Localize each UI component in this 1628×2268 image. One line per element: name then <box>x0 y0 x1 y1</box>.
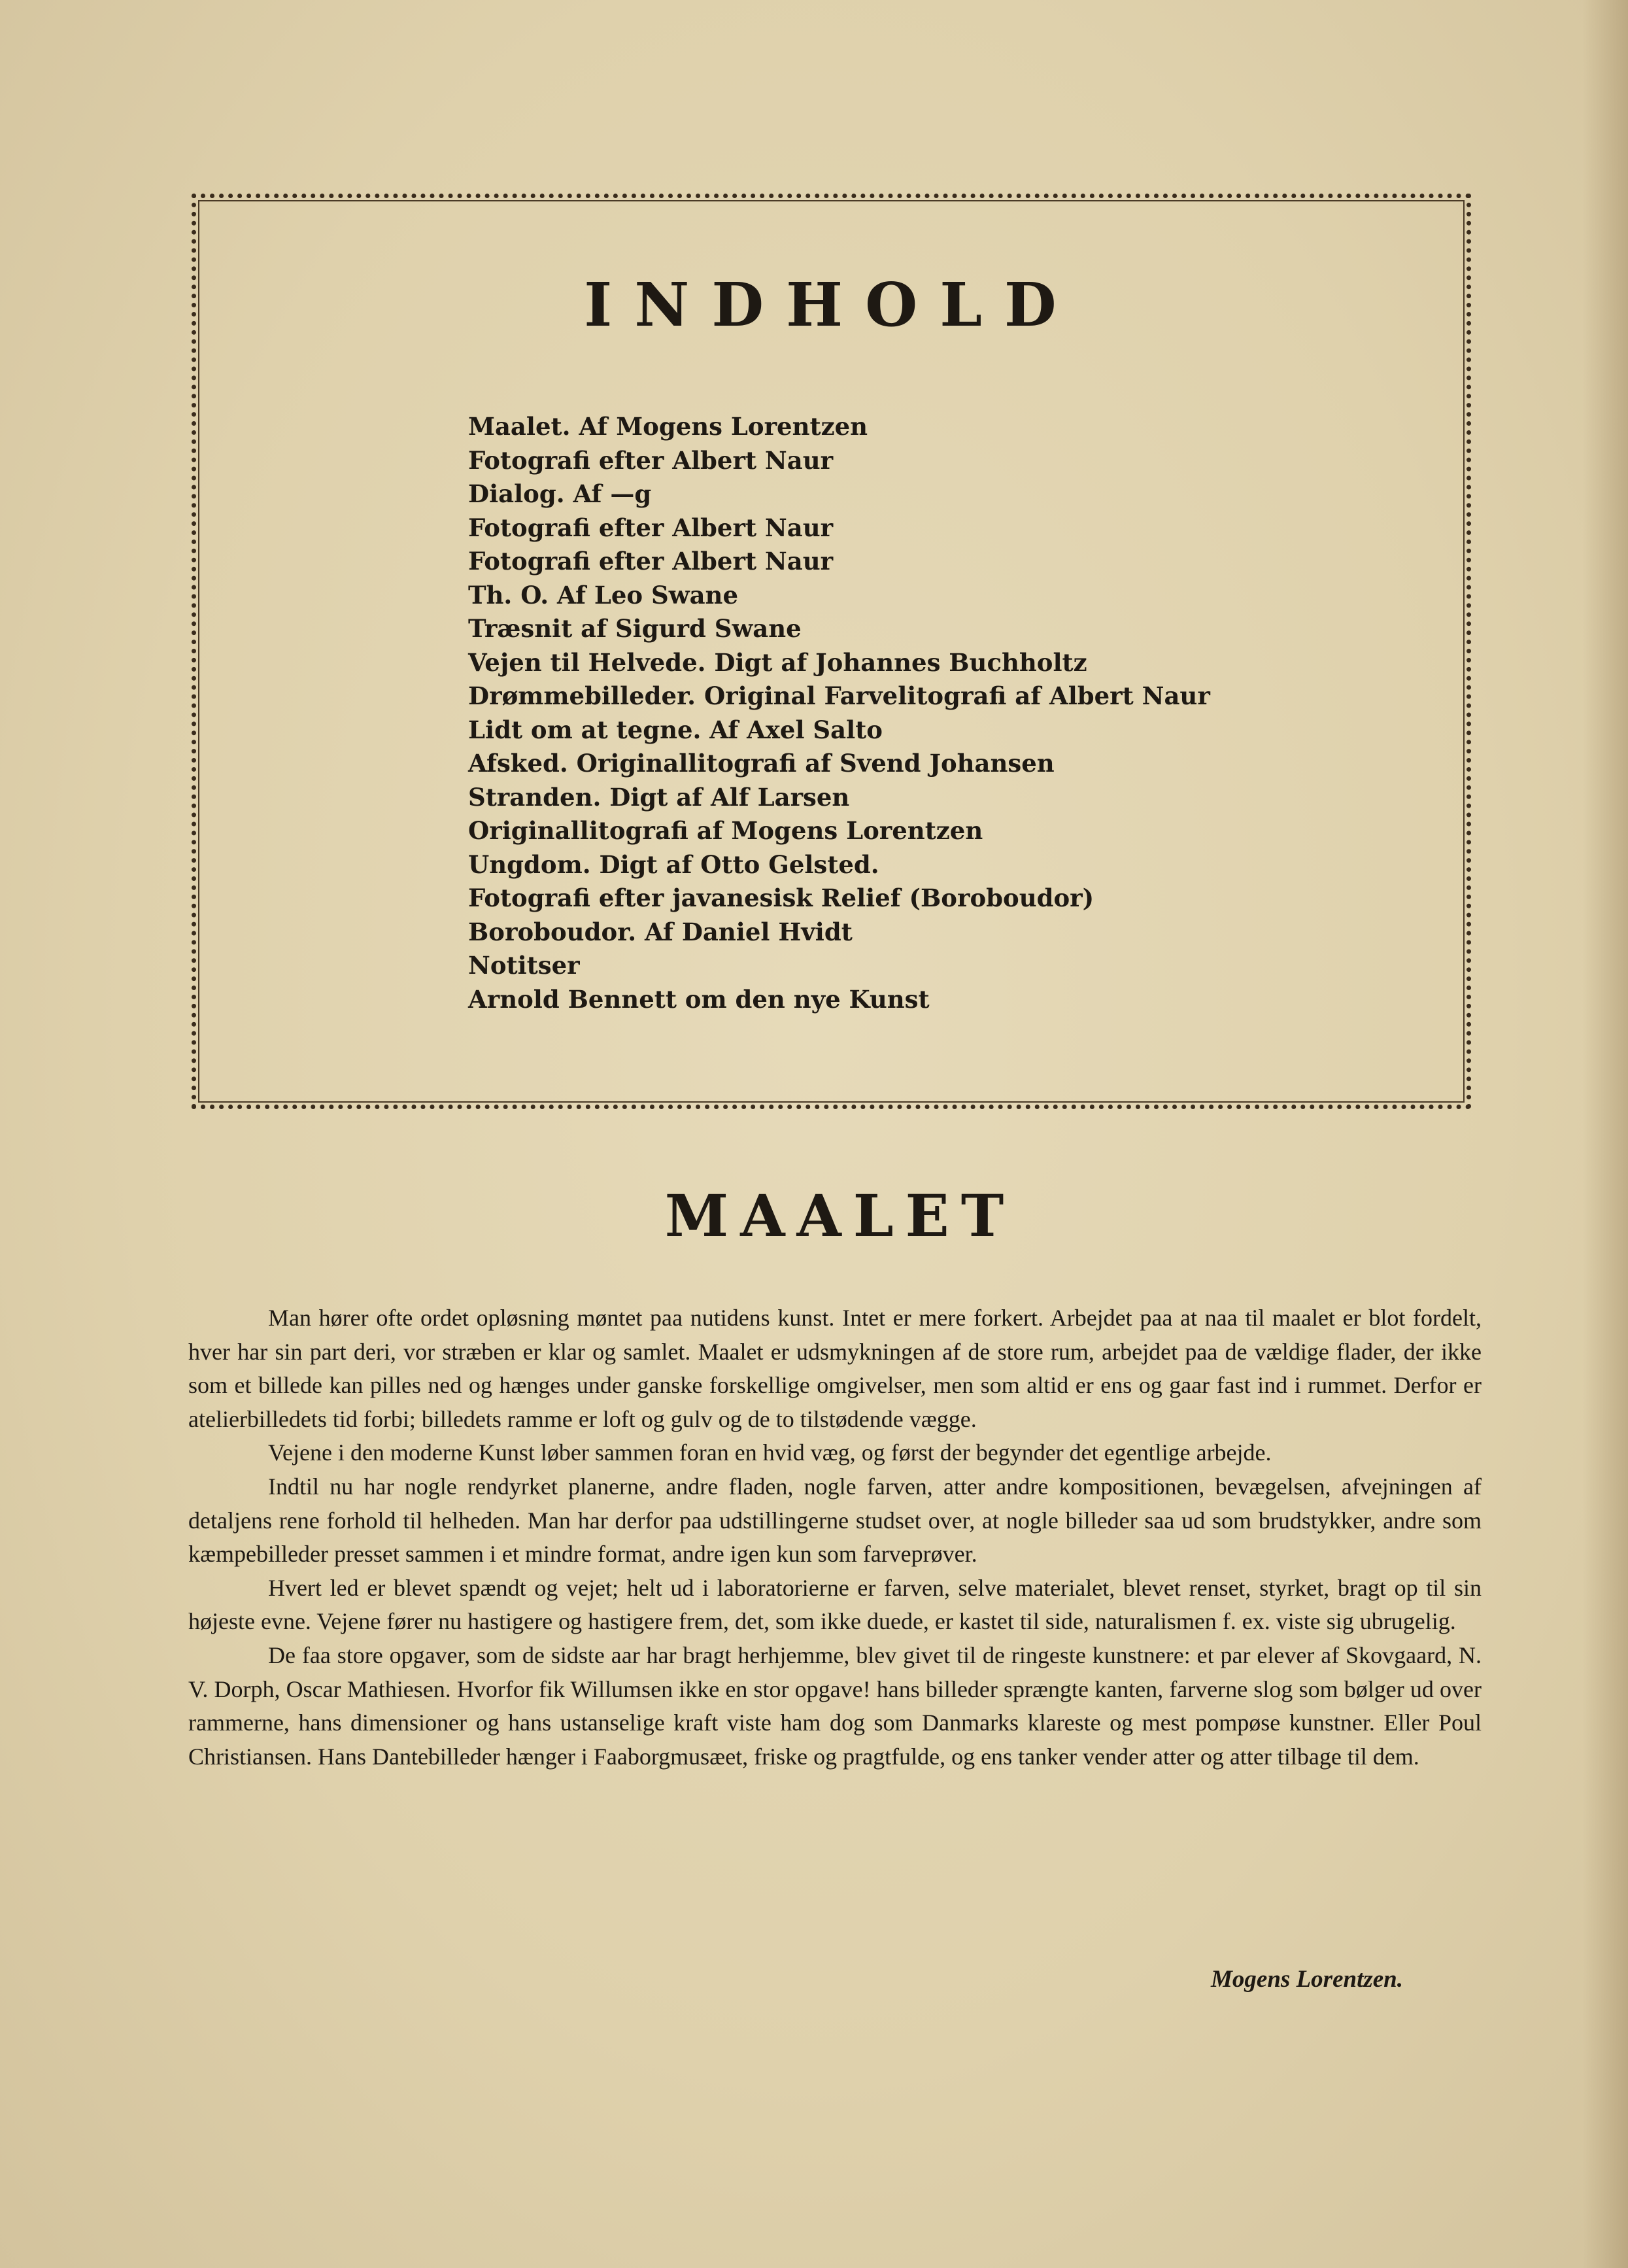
article-title: MAALET <box>664 1182 1016 1250</box>
author-signature: Mogens Lorentzen. <box>1211 1966 1403 1993</box>
article-paragraph: Indtil nu har nogle rendyrket planerne, andre fladen, nogle farven, atter andre kompositionen, bevægelsen, afvejningen af detaljens rene forhold til helheden. Man har derfor paa udstillingerne studset over, at nogle billeder saa ud som brudstykker, andre som kæmpebilleder presset sammen i et mindre format, andre igen kun som farveprøver. <box>188 1473 1482 1568</box>
article-paragraph: Vejene i den moderne Kunst løber sammen foran en hvid væg, og først der begynder det egentlige arbejde. <box>268 1439 1272 1466</box>
toc-item: Lidt om at tegne. Af Axel Salto <box>468 715 883 744</box>
toc-title: INDHOLD <box>584 269 1079 340</box>
toc-item: Træsnit af Sigurd Swane <box>468 614 802 643</box>
page-edge-shadow <box>1582 0 1628 2268</box>
toc-item: Fotografi efter javanesisk Relief (Boroboudor) <box>468 884 1094 912</box>
toc-item: Fotografi efter Albert Naur <box>468 445 834 475</box>
article-body <box>188 1301 1482 1774</box>
toc-item: Maalet. Af Mogens Lorentzen <box>468 412 868 441</box>
toc-item: Notitser <box>468 951 580 980</box>
article-paragraph: Hvert led er blevet spændt og vejet; helt ud i laboratorierne er farven, selve materialet, blevet renset, styrket, bragt op til sin højeste evne. Vejene fører nu hastigere og hastigere frem, det, som ikke duede, er kastet til side, naturalismen f. ex. viste sig ubrugelig. <box>188 1574 1482 1635</box>
toc-item: Ungdom. Digt af Otto Gelsted. <box>468 850 879 879</box>
toc-item: Dialog. Af —g <box>468 479 652 508</box>
article-paragraph: De faa store opgaver, som de sidste aar har bragt herhjemme, blev givet til de ringeste kunstnere: et par elever af Skovgaard, N. V. Dorph, Oscar Mathiesen. Hvorfor fik Willumsen ikke en stor opgave! hans billeder sprængte kanten, farverne slog som bølger ud over rammerne, hans dimensioner og hans ustanselige kraft viste ham dog som Danmarks klareste og mest pompøse kunstner. Eller Poul Christiansen. Hans Dantebilleder hænger i Faaborgmusæet, friske og pragtfulde, og ens tanker vender atter og atter tilbage til dem. <box>188 1641 1482 1770</box>
toc-item: Vejen til Helvede. Digt af Johannes Buchholtz <box>468 647 1087 677</box>
toc-item: Originallitografi af Mogens Lorentzen <box>468 816 983 845</box>
toc-item: Stranden. Digt af Alf Larsen <box>468 782 850 812</box>
toc-item: Arnold Bennett om den nye Kunst <box>468 984 930 1014</box>
toc-item: Th. O. Af Leo Swane <box>468 580 738 610</box>
toc-item: Fotografi efter Albert Naur <box>468 513 834 542</box>
toc-item: Boroboudor. Af Daniel Hvidt <box>468 917 853 946</box>
toc-item: Afsked. Originallitografi af Svend Johansen <box>468 749 1055 778</box>
article-paragraph: Man hører ofte ordet opløsning møntet paa nutidens kunst. Intet er mere forkert. Arbejdet paa at naa til maalet er blot fordelt, hver har sin part deri, vor stræben er klar og samlet. Maalet er udsmykningen af de store rum, arbejdet paa de vældige flader, der ikke som et billede kan pilles ned og hænges under ganske forskellige omgivelser, men som altid er ens og gaar fast ind i rummet. Derfor er atelierbilledets tid forbi; billedets ramme er loft og gulv og de to tilstødende vægge. <box>188 1305 1482 1432</box>
toc-item: Fotografi efter Albert Naur <box>468 547 834 576</box>
toc-item: Drømmebilleder. Original Farvelitografi af Albert Naur <box>468 681 1210 710</box>
toc-list <box>468 410 1210 1016</box>
